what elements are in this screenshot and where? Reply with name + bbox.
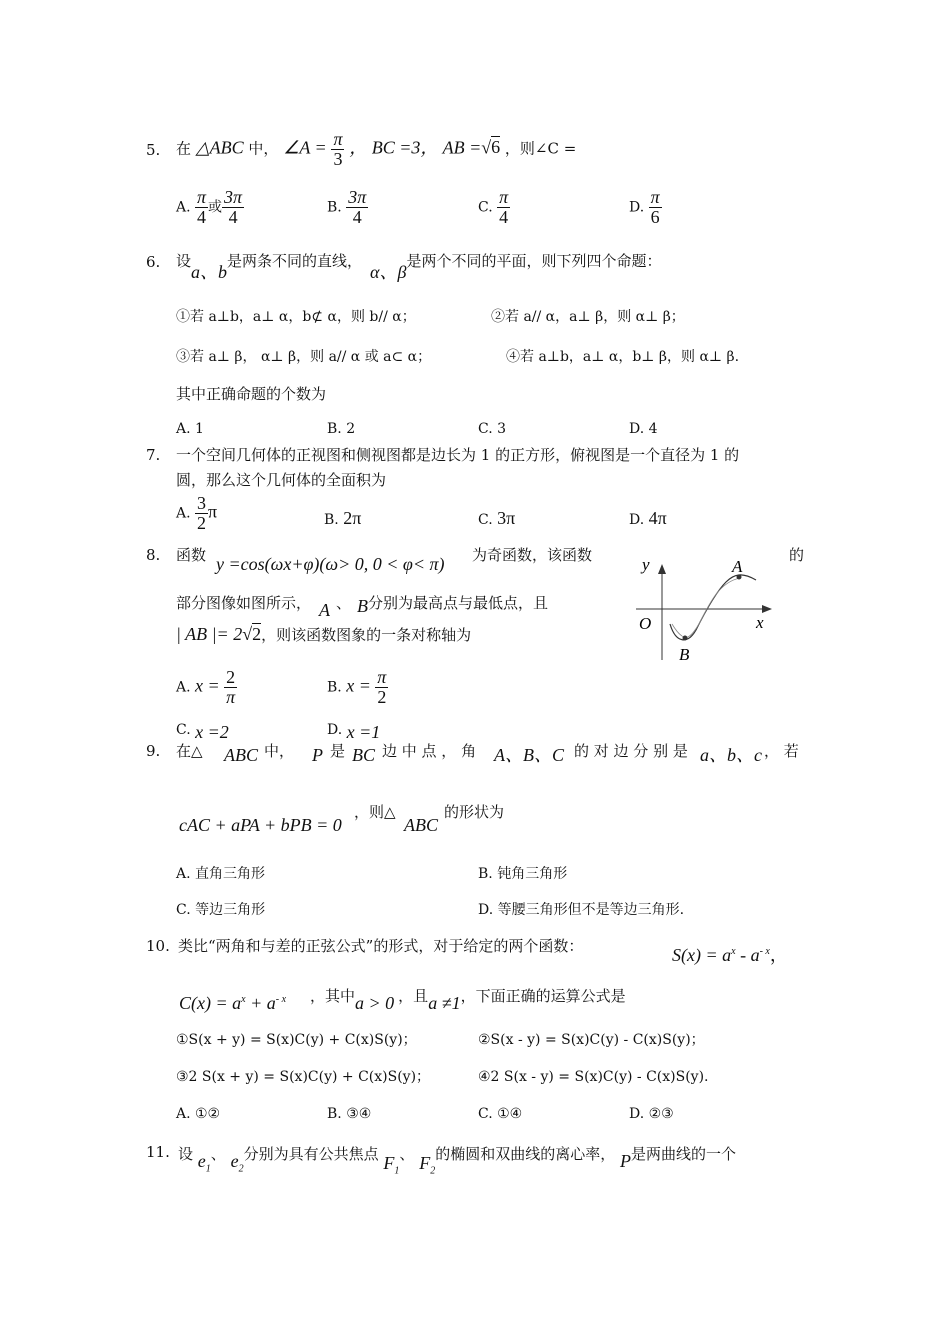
q8-line-2: 部分图像如图所示， A 、 B分别为最高点与最低点，且 [176, 594, 549, 620]
q8-option-d: D. x =1 [327, 722, 381, 742]
q6-prop-2: ②若 a// α，a⊥ β，则 α⊥ β； [491, 309, 685, 325]
y-label: y [642, 555, 650, 574]
q5-sqrt6: √6 [481, 137, 501, 158]
q6-option-d: D. 4 [629, 421, 658, 437]
q7-option-b: B. 2π [324, 508, 362, 528]
q7-option-d: D. 4π [629, 508, 667, 528]
q10-formula-4: ④2 S(x - y) = S(x)C(y) - C(x)S(y). [478, 1069, 709, 1085]
q9-equation: cAC + aPA + bPB = 0 [179, 815, 342, 835]
q6-option-b: B. 2 [327, 421, 356, 437]
y-axis-arrow [658, 564, 666, 574]
point-b [683, 636, 688, 641]
q6-number: 6. [146, 253, 161, 271]
q5-number: 5. [146, 141, 161, 159]
q11-stem: 设 $e_1$、 $e_2$分别为具有公共焦点 $F_1$、 $F_2$的椭圆和双曲线的离心率， P是两曲线的一个 [178, 1145, 736, 1177]
cosine-curve [670, 575, 756, 640]
q8-number: 8. [146, 546, 161, 564]
q10-line-2: ，其中a > 0 ，且a ≠1，下面正确的运算公式是 [310, 987, 626, 1013]
q6-stem: 设a、b是两条不同的直线，α、β是两个不同的平面，则下列四个命题： [176, 252, 662, 282]
q5-stem: 在 △ABC 中， ∠A = $\frac{\pi}{3}$ ， BC =3， AB =√6 ，则∠C = [176, 129, 577, 169]
q8-option-c: C. x =2 [176, 722, 229, 742]
q10-formula-1: ①S(x + y) = S(x)C(y) + C(x)S(y)； [176, 1032, 417, 1048]
q6-prop-4: ④若 a⊥b，a⊥ α，b⊥ β，则 α⊥ β. [506, 349, 740, 365]
q9-option-b: B. 钝角三角形 [478, 866, 568, 882]
q8-graph [630, 552, 780, 667]
q7-number: 7. [146, 446, 161, 464]
q9-option-d: D. 等腰三角形但不是等边三角形. [478, 902, 685, 918]
q8-option-b: B. x = $\frac{\pi}{2}$ [327, 667, 387, 707]
q9-number: 9. [146, 742, 161, 760]
x-axis-arrow [762, 605, 772, 613]
q5-option-d: D. $\frac{\pi}{6}$ [629, 187, 660, 227]
x-label: x [756, 613, 764, 632]
q9-option-c: C. 等边三角形 [176, 902, 266, 918]
q10-option-a: A. ①② [176, 1106, 221, 1122]
q9-option-a: A. 直角三角形 [176, 866, 266, 882]
q10-option-b: B. ③④ [327, 1106, 372, 1122]
q10-s-function: $S(x) = a^x - a^{- x}$， [672, 945, 788, 965]
q5-frac-pi-3: $\frac{\pi}{3}$ [333, 129, 343, 169]
q7-option-a: A. $\frac{3}{2}$ π [176, 493, 218, 533]
q6-prop-1: ①若 a⊥b，a⊥ α，b⊄ α，则 b// α； [176, 309, 416, 325]
q10-option-c: C. ①④ [478, 1106, 523, 1122]
q5-option-c: C. $\frac{\pi}{4}$ [478, 187, 509, 227]
q10-option-d: D. ②③ [629, 1106, 674, 1122]
q7-option-c: C. 3π [478, 508, 516, 528]
q10-formula-2: ②S(x - y) = S(x)C(y) - C(x)S(y)； [478, 1032, 705, 1048]
q7-line-1: 一个空间几何体的正视图和侧视图都是边长为 1 的正方形，俯视图是一个直径为 1 的 [176, 446, 740, 464]
q6-question: 其中正确命题的个数为 [176, 385, 327, 403]
q11-number: 11. [146, 1143, 170, 1161]
q6-option-a: A. 1 [176, 421, 204, 437]
point-b-label: B [679, 645, 690, 664]
secondary-curve [672, 578, 740, 637]
origin-label: O [639, 614, 652, 633]
q6-prop-3: ③若 a⊥ β， α⊥ β，则 a// α 或 a⊂ α； [176, 349, 432, 365]
q10-formula-3: ③2 S(x + y) = S(x)C(y) + C(x)S(y)； [176, 1069, 431, 1085]
q8-option-a: A. x = $\frac{2}{\pi}$ [176, 667, 236, 707]
q10-number: 10. [146, 937, 170, 955]
q10-c-function: $C(x) = a^x + a^{- x}$ [179, 993, 287, 1013]
q10-line-1: 类比“两角和与差的正弦公式”的形式，对于给定的两个函数： [178, 937, 584, 955]
q6-option-c: C. 3 [478, 421, 507, 437]
q8-line-3: | AB |= 2√2，则该函数图象的一条对称轴为 [176, 624, 472, 644]
q7-line-2: 圆，那么这个几何体的全面积为 [176, 471, 387, 489]
q5-option-b: B. $\frac{3\pi}{4}$ [327, 187, 367, 227]
q8-formula: y =cos(ωx+φ)(ω> 0, 0 < φ< π) [216, 554, 445, 574]
q5-option-a: A. $\frac{\pi}{4}$ 或 $\frac{3\pi}{4}$ [176, 187, 243, 227]
point-a-label: A [732, 557, 743, 576]
